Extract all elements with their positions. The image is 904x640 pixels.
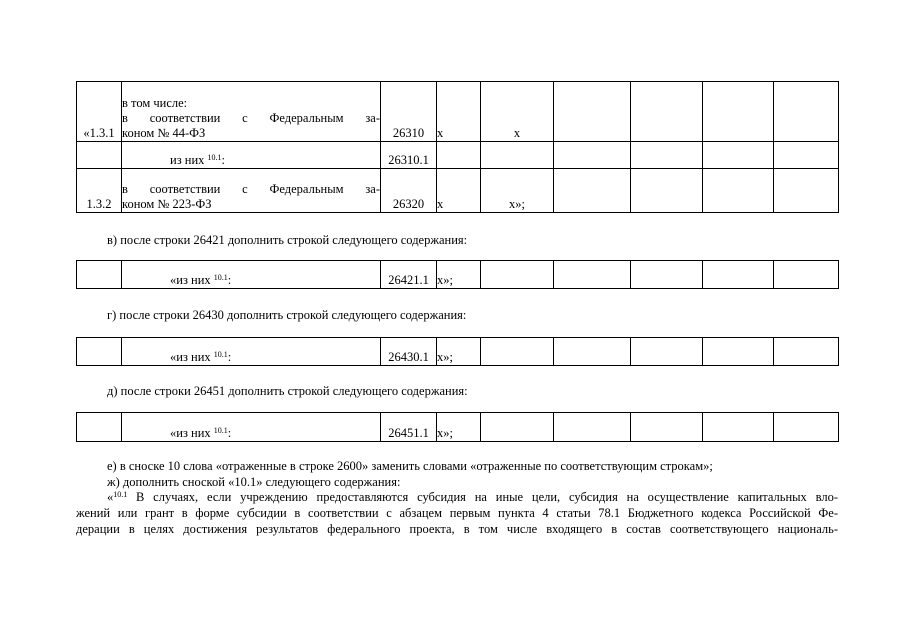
- footnote-line-3: дерации в целях достижения результатов федерального проекта, в том числе входящего в состав соответствующего националь-: [76, 522, 838, 536]
- row-cell: [703, 169, 774, 213]
- footnote-line-1: [76, 490, 838, 505]
- paragraph-v: в) после строки 26421 дополнить строкой следующего содержания:: [107, 233, 468, 247]
- row-name: [122, 338, 381, 366]
- footnote-text: В случаях, если учреждению предоставляются субсидия на иные цели, субсидия на осуществление капитальных вло-: [127, 490, 838, 504]
- row-line-number: 26310: [381, 82, 437, 142]
- row-line-number: 26421.1: [381, 261, 437, 289]
- row-cell: х»;: [437, 413, 481, 442]
- row-cell: [774, 338, 839, 366]
- row-cell: [481, 261, 554, 289]
- row-code: 1.3.2: [77, 169, 122, 213]
- paragraph-g: г) после строки 26430 дополнить строкой следующего содержания:: [107, 308, 467, 322]
- paragraph-e: е) в сноске 10 слова «отраженные в строке 2600» заменить словами «отраженные по соответствующим строкам»;: [107, 459, 713, 473]
- table-row: [77, 142, 839, 169]
- row-cell: [554, 169, 631, 213]
- row-line-number: 26320: [381, 169, 437, 213]
- row-name-suffix: :: [221, 153, 225, 167]
- row-cell: [631, 261, 703, 289]
- row-cell: [631, 338, 703, 366]
- row-cell: х»;: [437, 261, 481, 289]
- table-section-1-3: [76, 81, 839, 213]
- footnote-number: 10.1: [113, 490, 128, 499]
- table-row-26430-1: [76, 337, 839, 366]
- row-cell: х: [437, 82, 481, 142]
- footnote-line-2: жений или грант в форме субсидии в соответствии с абзацем первым пункта 4 статьи 78.1 Бюджетного кодекса Российской Фе-: [76, 506, 838, 520]
- row-name-line: коном № 44-ФЗ: [122, 126, 206, 140]
- footnote-ref: 10.1: [213, 273, 228, 282]
- row-cell: [703, 142, 774, 169]
- row-name-suffix: :: [227, 350, 232, 364]
- row-name-line: в соответствии с Федеральным за-: [122, 182, 380, 196]
- row-cell: х»;: [437, 338, 481, 366]
- row-cell: [774, 82, 839, 142]
- row-cell: [703, 413, 774, 442]
- row-cell: [481, 142, 554, 169]
- table-row: [77, 338, 839, 366]
- row-cell: [437, 142, 481, 169]
- row-cell: [774, 169, 839, 213]
- row-cell: [554, 261, 631, 289]
- row-cell: [554, 338, 631, 366]
- footnote-open-quote: «: [107, 490, 114, 504]
- row-code: [77, 142, 122, 169]
- row-name: [122, 169, 381, 213]
- row-name-text: «из них: [170, 426, 211, 440]
- row-name-text: «из них: [170, 273, 211, 287]
- row-name: [122, 413, 381, 442]
- row-cell: [631, 142, 703, 169]
- row-line-number: 26430.1: [381, 338, 437, 366]
- table-row-26451-1: [76, 412, 839, 442]
- row-cell: [631, 169, 703, 213]
- row-cell: [631, 413, 703, 442]
- row-name-text: из них: [170, 153, 205, 167]
- row-name-suffix: :: [227, 426, 232, 440]
- paragraph-d: д) после строки 26451 дополнить строкой следующего содержания:: [107, 384, 468, 398]
- row-name: [122, 82, 381, 142]
- row-cell: [481, 338, 554, 366]
- paragraph-zh: ж) дополнить сноской «10.1» следующего содержания:: [107, 475, 401, 489]
- row-cell: [703, 82, 774, 142]
- row-line-number: 26451.1: [381, 413, 437, 442]
- row-line-number: 26310.1: [381, 142, 437, 169]
- table-row: [77, 413, 839, 442]
- row-name-line: в том числе:: [122, 96, 188, 110]
- table-row: [77, 82, 839, 142]
- row-cell: [554, 413, 631, 442]
- row-cell: х: [481, 82, 554, 142]
- row-name-line: коном № 223-ФЗ: [122, 197, 212, 211]
- row-cell: [774, 413, 839, 442]
- row-cell: х: [437, 169, 481, 213]
- row-code: [77, 413, 122, 442]
- row-name: [122, 261, 381, 289]
- row-code: [77, 261, 122, 289]
- row-cell: [631, 82, 703, 142]
- footnote-ref: 10.1: [213, 350, 228, 359]
- footnote-ref: 10.1: [207, 153, 222, 162]
- row-cell: [554, 142, 631, 169]
- row-code: «1.3.1: [77, 82, 122, 142]
- row-cell: [774, 261, 839, 289]
- row-cell: х»;: [481, 169, 554, 213]
- table-row: [77, 261, 839, 289]
- row-cell: [554, 82, 631, 142]
- row-name: [122, 142, 381, 169]
- row-code: [77, 338, 122, 366]
- row-cell: [703, 338, 774, 366]
- table-row: [77, 169, 839, 213]
- row-name-line: в соответствии с Федеральным за-: [122, 111, 380, 125]
- row-name-suffix: :: [227, 273, 232, 287]
- row-cell: [703, 261, 774, 289]
- table-row-26421-1: [76, 260, 839, 289]
- footnote-ref: 10.1: [213, 426, 228, 435]
- row-name-text: «из них: [170, 350, 211, 364]
- row-cell: [774, 142, 839, 169]
- row-cell: [481, 413, 554, 442]
